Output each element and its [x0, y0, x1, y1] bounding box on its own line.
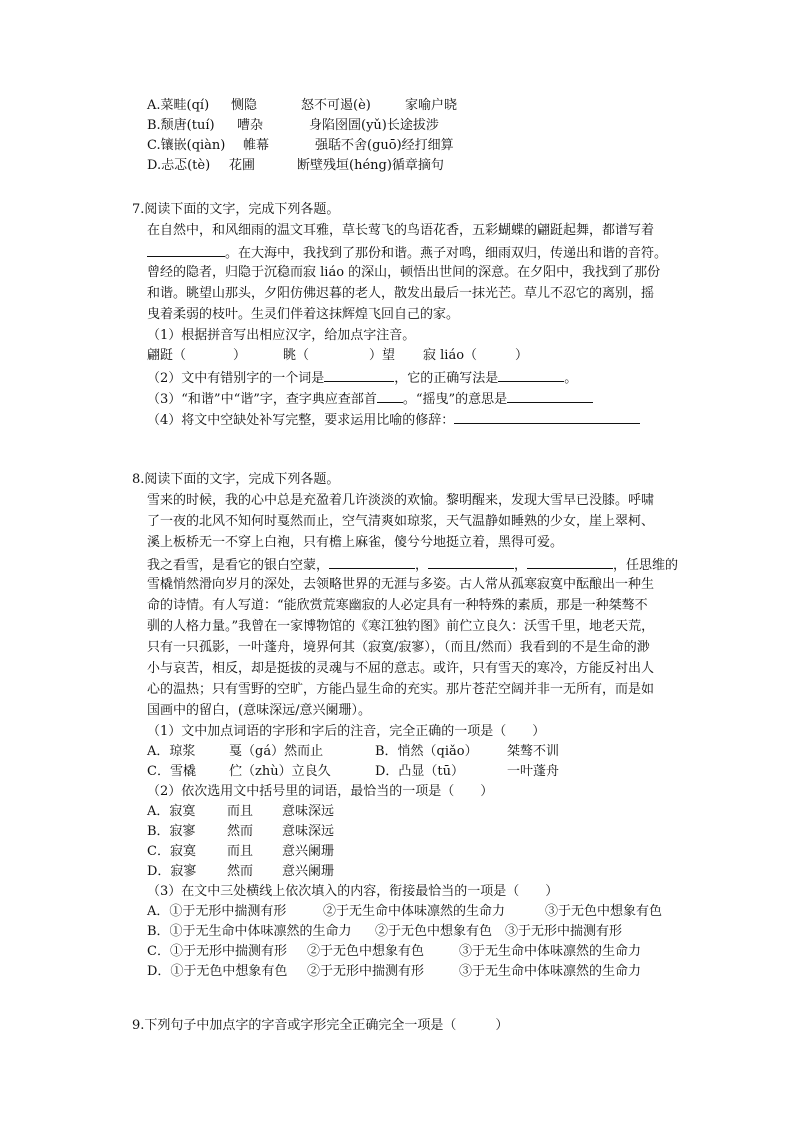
q7-sub1-items [147, 346, 528, 366]
option-word: 怒不可遏(è) [301, 98, 371, 113]
option-b: B．悄然（qiǎo） [375, 744, 478, 759]
option-part: C．①于无形中揣测有形 [147, 944, 287, 959]
q7-sub4 [147, 409, 640, 431]
option-word: 断壁残垣(héng)循章摘句 [297, 158, 444, 173]
q8-passage-line: 只有一只孤影，一叶蓬舟，境界何其（寂寞/寂寥），（而且/然而）我看到的不是生命的渺 [147, 640, 650, 655]
option-part: ②于无形中揣测有形 [307, 964, 425, 979]
option-word: 花圃 [229, 158, 256, 173]
fill-blank[interactable] [527, 554, 613, 569]
option-word: 而且 [227, 804, 254, 819]
q8-sub3-option-d [147, 962, 641, 982]
option-part: ②于无色中想象有色 [375, 924, 493, 939]
option-part: D．①于无色中想象有色 [147, 964, 288, 979]
fill-blank[interactable] [377, 388, 403, 403]
q8-passage-line: 驯的人格力量。”我曾在一家博物馆的《寒江独钓图》前伫立良久：沃雪千里，地老天荒， [147, 619, 655, 634]
q8-sub2-option-c [147, 842, 334, 862]
q8-sub2: （2）依次选用文中括号里的词语，最恰当的一项是（ ） [147, 784, 494, 799]
q6-option-b [147, 116, 439, 136]
q7-sub3 [147, 388, 593, 410]
option-word: 强聒不舍(guō)经打细算 [315, 138, 454, 153]
question-text: 。“摇曳”的意思是 [402, 392, 508, 407]
fill-blank[interactable] [498, 367, 564, 382]
q9-title: 9.下列句子中加点字的字音或字形完全正确完全一项是（ ） [132, 1018, 509, 1033]
q7-sub1: （1）根据拼音写出相应汉字，给加点字注音。 [147, 328, 416, 343]
pinyin-prompt: ）望 [369, 348, 396, 363]
fill-blank[interactable] [454, 409, 640, 424]
q7-passage-line: 曾经的隐者，归隐于沉稳而寂 liáo 的深山，顿悟出世间的深意。在夕阳中，我找到了那份 [147, 265, 661, 280]
option-word: D.忐忑(tè) [147, 158, 211, 173]
question-text: （4）将文中空缺处补写完整，要求运用比喻的修辞： [147, 413, 455, 428]
question-text: （3）“和谐”中“谐”字，查字典应查部首 [147, 392, 377, 407]
fill-blank[interactable] [428, 554, 514, 569]
option-word: 意兴阑珊 [282, 844, 335, 859]
q8-passage-line: 心的温热；只有雪野的空旷，方能凸显生命的充实。那片苍茫空阔并非一无所有，而是如 [147, 682, 655, 697]
q8-passage-line: 小与哀苦，相反，却是挺拔的灵魂与不屈的意志。或许，只有雪天的寒冷，方能反衬出人 [147, 661, 655, 676]
q8-title: 8.阅读下面的文字，完成下列各题。 [132, 472, 340, 487]
option-word: 恻隐 [231, 98, 258, 113]
q8-sub3-option-b [147, 922, 622, 942]
option-word: 意味深远 [282, 804, 335, 819]
option-word: A.菜畦(qí) [147, 98, 210, 113]
q8-passage-line: 了一夜的北风不知何时戛然而止，空气清爽如琼浆，天气温静如睡熟的少女，崖上翠柯、 [147, 514, 655, 529]
option-word: 然而 [227, 824, 254, 839]
q8-sub3-option-a [147, 902, 662, 922]
q8-sub1: （1）文中加点词语的字形和字后的注音，完全正确的一项是（ ） [147, 724, 546, 739]
option-c: 伫（zhù）立良久 [229, 764, 331, 779]
option-word: B.颓唐(tuí) [147, 118, 215, 133]
option-a: 戛（gá）然而止 [229, 744, 324, 759]
option-word: A．寂寞 [147, 804, 196, 819]
option-word: 身陷囹圄(yǔ)长途拔涉 [309, 118, 439, 133]
option-part: B．①于无生命中体味凛然的生命力 [147, 924, 352, 939]
pinyin-prompt: ） [233, 348, 247, 363]
option-part: ③于无生命中体味凛然的生命力 [459, 944, 642, 959]
option-word: B．寂寥 [147, 824, 196, 839]
q8-passage-line: 溪上板桥无一不穿上白袍，只有檐上麻雀，傻兮兮地挺立着，黑得可爱。 [147, 535, 564, 550]
option-word: C.镶嵌(qiàn) [147, 138, 226, 153]
q8-passage-line: 我之看雪，是看它的银白空蒙， ， ， ，任思维的 [147, 554, 678, 576]
option-word: D．寂寥 [147, 864, 197, 879]
option-word: C．寂寞 [147, 844, 196, 859]
passage-text: 我之看雪，是看它的银白空蒙， [147, 558, 330, 573]
option-word: 帷幕 [243, 138, 270, 153]
q8-sub1-options [147, 762, 559, 782]
question-text: 。 [564, 371, 578, 386]
fill-blank[interactable] [147, 242, 225, 257]
q8-passage-line: 命的诗情。有人写道：“能欣赏荒寒幽寂的人必定具有一种特殊的素质，那是一种桀骜不 [147, 598, 648, 613]
q7-passage-line: 曳着柔弱的枝叶。生灵们伴着这抹辉煌飞回自己的家。 [147, 307, 460, 322]
option-word: 意味深远 [282, 824, 335, 839]
q8-sub2-option-b [147, 822, 334, 842]
option-part: ③于无色中想象有色 [545, 904, 663, 919]
q7-passage-line: 和谐。眺望山那头，夕阳仿佛迟暮的老人，散发出最后一抹光芒。草儿不忍它的离别，摇 [147, 286, 655, 301]
option-part: ③于无生命中体味凛然的生命力 [459, 964, 642, 979]
pinyin-prompt: 寂 liáo（ [423, 348, 478, 363]
option-c: C．雪橇 [147, 764, 196, 779]
q8-sub2-option-a [147, 802, 334, 822]
q8-passage-line: 雪来的时候，我的心中总是充盈着几许淡淡的欢愉。黎明醒来，发现大雪早已没膝。呼啸 [147, 493, 655, 508]
q7-sub2 [147, 367, 577, 389]
passage-text: 。在大海中，我找到了那份和谐。燕子对鸣，细雨双归，传递出和谐的音符。 [225, 246, 668, 261]
q6-option-d [147, 156, 444, 176]
option-b: 桀骜不训 [507, 744, 560, 759]
q8-sub2-option-d [147, 862, 334, 882]
pinyin-prompt: 眺（ [283, 348, 310, 363]
pinyin-prompt: ） [515, 348, 529, 363]
q8-passage-line: 雪橇悄然滑向岁月的深处，去领略世界的无涯与多姿。古人常从孤寒寂寞中酝酿出一种生 [147, 577, 655, 592]
option-part: ②于无生命中体味凛然的生命力 [323, 904, 506, 919]
fill-blank[interactable] [507, 388, 593, 403]
q8-sub3-option-c [147, 942, 641, 962]
option-d: 一叶蓬舟 [507, 764, 560, 779]
q7-passage-line: 在自然中，和风细雨的温文耳雅，草长莺飞的鸟语花香，五彩蝴蝶的翩跹起舞，都谱写着 [147, 223, 655, 238]
q6-option-c [147, 136, 454, 156]
option-word: 而且 [227, 844, 254, 859]
q8-passage-line: 国画中的留白，(意味深远/意兴阑珊）。 [147, 703, 371, 718]
option-a: A．琼浆 [147, 744, 196, 759]
q7-title: 7.阅读下面的文字，完成下列各题。 [132, 202, 340, 217]
passage-text: ，任思维的 [613, 558, 679, 573]
option-d: D．凸显（tū） [375, 764, 465, 779]
option-word: 然而 [227, 864, 254, 879]
option-word: 嘈杂 [237, 118, 264, 133]
question-text: （2）文中有错别字的一个词是 [147, 371, 325, 386]
fill-blank[interactable] [324, 367, 394, 382]
option-part: ③于无形中揣测有形 [505, 924, 623, 939]
option-part: ②于无色中想象有色 [307, 944, 425, 959]
question-text: ，它的正确写法是 [394, 371, 499, 386]
option-part: A．①于无形中揣测有形 [147, 904, 287, 919]
pinyin-prompt: 翩跹（ [147, 348, 187, 363]
q7-passage-line [147, 242, 667, 264]
q8-sub1-options [147, 742, 559, 762]
option-word: 家喻户晓 [405, 98, 458, 113]
option-word: 意兴阑珊 [282, 864, 335, 879]
q6-option-a [147, 96, 457, 116]
fill-blank[interactable] [329, 554, 415, 569]
q8-sub3: （3）在文中三处横线上依次填入的内容，衔接最恰当的一项是（ ） [147, 884, 559, 899]
